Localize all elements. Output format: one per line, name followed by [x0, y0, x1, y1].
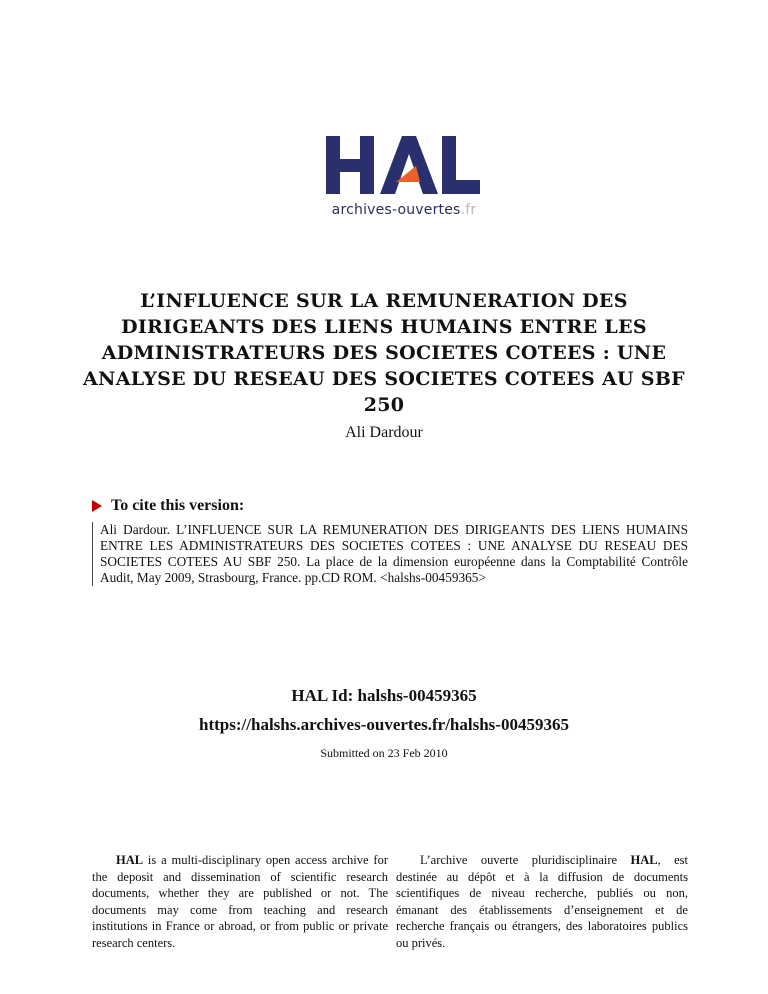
abstract-french-before: L’archive ouverte pluridisciplinaire: [420, 853, 631, 867]
logo-caption-main: archives-ouvertes: [331, 202, 461, 218]
abstract-english-text: is a multi-disciplinary open access archive for the deposit and dissemination of scientific research documents, whether they are published or not. The documents may come from teaching and research institutions in France or abroad, or from public or private research centers.: [92, 853, 388, 950]
abstract-french-bold: HAL: [630, 853, 658, 867]
cite-heading-label: To cite this version:: [111, 497, 245, 514]
logo-caption-suffix: .fr: [460, 202, 477, 218]
document-title: L’INFLUENCE SUR LA REMUNERATION DES DIRIGEANTS DES LIENS HUMAINS ENTRE LES ADMINISTRATEURS DES SOCIETES COTEES : UNE ANALYSE DU RESEAU DES SOCIETES COTEES AU SBF 250: [83, 290, 685, 416]
logo-caption: [324, 202, 484, 218]
author-name: Ali Dardour: [345, 424, 423, 441]
abstract-english: [92, 852, 388, 951]
cite-heading: [92, 497, 244, 515]
hal-logo: [324, 132, 484, 222]
hal-id: HAL Id: halshs-00459365: [291, 686, 477, 705]
abstract-french-after: , est destinée au dépôt et à la diffusion de documents scientifiques de niveau recherche, publiés ou non, émanant des établissements d’enseignement et de recherche français ou étrangers, des laboratoires publics ou privés.: [396, 853, 688, 950]
citation-text: Ali Dardour. L’INFLUENCE SUR LA REMUNERATION DES DIRIGEANTS DES LIENS HUMAINS ENTRE LES ADMINISTRATEURS DES SOCIETES COTEES : UNE ANALYSE DU RESEAU DES SOCIETES COTEES AU SBF 250. La place de la dimension européenne dans la Comptabilité Contrôle Audit, May 2009, Strasbourg, France. pp.CD ROM. <halshs-00459365>: [92, 522, 688, 586]
document-url-link[interactable]: https://halshs.archives-ouvertes.fr/halshs-00459365: [199, 715, 569, 734]
submission-date: Submitted on 23 Feb 2010: [320, 746, 448, 760]
triangle-arrow-icon: [92, 500, 102, 512]
abstract-french: [396, 852, 688, 951]
abstract-english-bold: HAL: [116, 853, 144, 867]
hal-logo-graphic: [324, 132, 484, 198]
